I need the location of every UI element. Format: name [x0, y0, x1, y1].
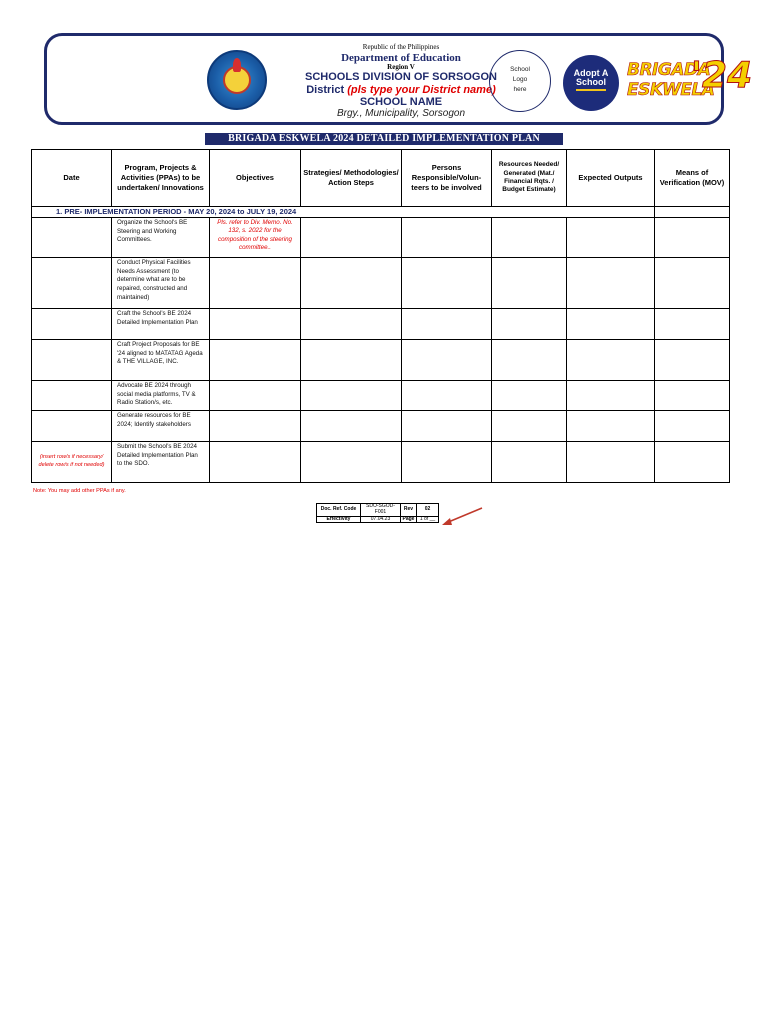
- persons-cell[interactable]: [402, 381, 492, 411]
- objective-cell[interactable]: Pls. refer to Div. Memo. No. 132, s. 2022 for the composition of the steering committee..: [210, 218, 301, 258]
- outputs-cell[interactable]: [567, 309, 655, 340]
- col-objectives: Objectives: [210, 150, 301, 207]
- resources-cell[interactable]: [492, 218, 567, 258]
- insert-row-note[interactable]: (insert row/s if necessary/ delete row/s if not needed): [32, 442, 112, 483]
- department-name: Department of Education: [341, 51, 461, 64]
- ppa-cell[interactable]: Conduct Physical Facilities Needs Assessment (to determine what are to be repaired, constructed and maintained): [112, 258, 210, 309]
- outputs-cell[interactable]: [567, 218, 655, 258]
- district-placeholder: (pls type your District name): [347, 83, 496, 96]
- objective-cell[interactable]: [210, 340, 301, 381]
- date-cell[interactable]: [32, 309, 112, 340]
- table-row: [32, 340, 730, 381]
- ppa-cell[interactable]: Advocate BE 2024 through social media platforms, TV & Radio Station/s, etc.: [112, 381, 210, 411]
- ppa-cell[interactable]: Craft the School's BE 2024 Detailed Implementation Plan: [112, 309, 210, 340]
- objective-cell[interactable]: [210, 381, 301, 411]
- date-cell[interactable]: [32, 340, 112, 381]
- resources-cell[interactable]: [492, 258, 567, 309]
- mov-cell[interactable]: [655, 442, 730, 483]
- period-label: 1. PRE- IMPLEMENTATION PERIOD - MAY 20, 2024 to JULY 19, 2024: [32, 207, 655, 218]
- persons-cell[interactable]: [402, 258, 492, 309]
- strategy-cell[interactable]: [301, 411, 402, 442]
- plan-title: BRIGADA ESKWELA 2024 DETAILED IMPLEMENTATION PLAN: [205, 133, 563, 145]
- ppa-cell[interactable]: Generate resources for BE 2024; Identify stakeholders: [112, 411, 210, 442]
- mov-cell[interactable]: [655, 218, 730, 258]
- table-row: [32, 258, 730, 309]
- doc-effectivity-row: [317, 516, 439, 523]
- school-logo-text-3: here: [513, 85, 527, 93]
- resources-cell[interactable]: [492, 442, 567, 483]
- footnote: Note: You may add other PPAs if any.: [33, 488, 126, 494]
- col-strategies: Strategies/ Methodologies/ Action Steps: [301, 150, 402, 207]
- strategy-cell[interactable]: [301, 381, 402, 411]
- brigada-eskwela-logo: [625, 52, 753, 114]
- district-line: [283, 84, 519, 96]
- objective-cell[interactable]: [210, 411, 301, 442]
- objective-cell[interactable]: [210, 442, 301, 483]
- period-empty-cell: [655, 207, 730, 218]
- school-logo-text-1: School: [510, 66, 530, 73]
- implementation-plan-table: [31, 149, 730, 483]
- date-cell[interactable]: [32, 258, 112, 309]
- brigada-text: BRIGADA: [627, 60, 711, 80]
- resources-cell[interactable]: [492, 340, 567, 381]
- persons-cell[interactable]: [402, 340, 492, 381]
- mov-cell[interactable]: [655, 309, 730, 340]
- letterhead: [44, 33, 753, 125]
- adopt-text-1: Adopt A: [573, 68, 609, 78]
- ppa-cell[interactable]: Organize the School's BE Steering and Working Committees.: [112, 218, 210, 258]
- adopt-a-school-logo: [563, 55, 619, 111]
- table-row: [32, 309, 730, 340]
- table-header-row: [32, 150, 730, 207]
- ppa-cell[interactable]: Submit the School's BE 2024 Detailed Implementation Plan to the SDO.: [112, 442, 210, 483]
- district-label: District: [306, 83, 345, 96]
- col-outputs: Expected Outputs: [567, 150, 655, 207]
- persons-cell[interactable]: [402, 411, 492, 442]
- col-mov: Means of Verification (MOV): [655, 150, 730, 207]
- mov-cell[interactable]: [655, 258, 730, 309]
- school-address: Brgy., Municipality, Sorsogon: [336, 107, 466, 119]
- doc-ref-table: [316, 503, 439, 523]
- mov-cell[interactable]: [655, 411, 730, 442]
- table-row: [32, 411, 730, 442]
- mov-cell[interactable]: [655, 340, 730, 381]
- eskwela-text: ESKWELA: [627, 80, 715, 100]
- region-text: Region V: [387, 62, 415, 71]
- strategy-cell[interactable]: [301, 340, 402, 381]
- school-logo-text-2: Logo: [512, 75, 528, 83]
- strategy-cell[interactable]: [301, 258, 402, 309]
- adopt-underline: [576, 89, 606, 91]
- doc-ref-code-label: Doc. Ref. Code: [317, 504, 361, 517]
- strategy-cell[interactable]: [301, 442, 402, 483]
- adopt-text-2: School: [575, 77, 606, 87]
- doc-ref-row: [317, 504, 439, 517]
- school-logo-placeholder: [489, 50, 551, 112]
- date-cell[interactable]: [32, 218, 112, 258]
- outputs-cell[interactable]: [567, 340, 655, 381]
- persons-cell[interactable]: [402, 442, 492, 483]
- col-persons: Persons Responsible/Volun-teers to be involved: [402, 150, 492, 207]
- outputs-cell[interactable]: [567, 411, 655, 442]
- resources-cell[interactable]: [492, 381, 567, 411]
- table-row: [32, 218, 730, 258]
- mov-cell[interactable]: [655, 381, 730, 411]
- persons-cell[interactable]: [402, 309, 492, 340]
- page-value[interactable]: 1 of __: [417, 516, 439, 523]
- col-date: Date: [32, 150, 112, 207]
- resources-cell[interactable]: [492, 411, 567, 442]
- division-name: SCHOOLS DIVISION OF SORSOGON: [305, 71, 497, 84]
- table-row: [32, 442, 730, 483]
- pointer-arrow-icon: [440, 506, 484, 528]
- persons-cell[interactable]: [402, 218, 492, 258]
- school-name: SCHOOL NAME: [359, 95, 443, 108]
- period-row: [32, 207, 730, 218]
- ppa-cell[interactable]: Craft Project Proposals for BE '24 aligned to MATATAG Ageda & THE VILLAGE, INC.: [112, 340, 210, 381]
- page-label: Page: [401, 516, 417, 523]
- effectivity-label: Effectivity: [317, 516, 361, 523]
- outputs-cell[interactable]: [567, 442, 655, 483]
- date-cell[interactable]: [32, 381, 112, 411]
- col-ppas: Program, Projects & Activities (PPAs) to be undertaken/ Innovations: [112, 150, 210, 207]
- strategy-cell[interactable]: [301, 309, 402, 340]
- col-resources: Resources Needed/ Generated (Mat./ Financial Rqts. / Budget Estimate): [492, 150, 567, 207]
- effectivity-value: 07.04.23: [361, 516, 401, 523]
- letterhead-text: [283, 44, 519, 119]
- doc-rev-value: 02: [417, 504, 439, 517]
- resources-cell[interactable]: [492, 309, 567, 340]
- brigada-year: '24: [691, 55, 753, 96]
- torch-flame-icon: [233, 58, 241, 72]
- republic-text: Republic of the Philippines: [362, 43, 440, 51]
- doc-rev-label: Rev: [401, 504, 417, 517]
- deped-seal-icon: [207, 50, 267, 110]
- objective-cell[interactable]: [210, 258, 301, 309]
- objective-cell[interactable]: [210, 309, 301, 340]
- date-cell[interactable]: [32, 411, 112, 442]
- strategy-cell[interactable]: [301, 218, 402, 258]
- outputs-cell[interactable]: [567, 258, 655, 309]
- doc-ref-code-value: SDO-SGOD-F001: [361, 504, 401, 517]
- table-row: [32, 381, 730, 411]
- outputs-cell[interactable]: [567, 381, 655, 411]
